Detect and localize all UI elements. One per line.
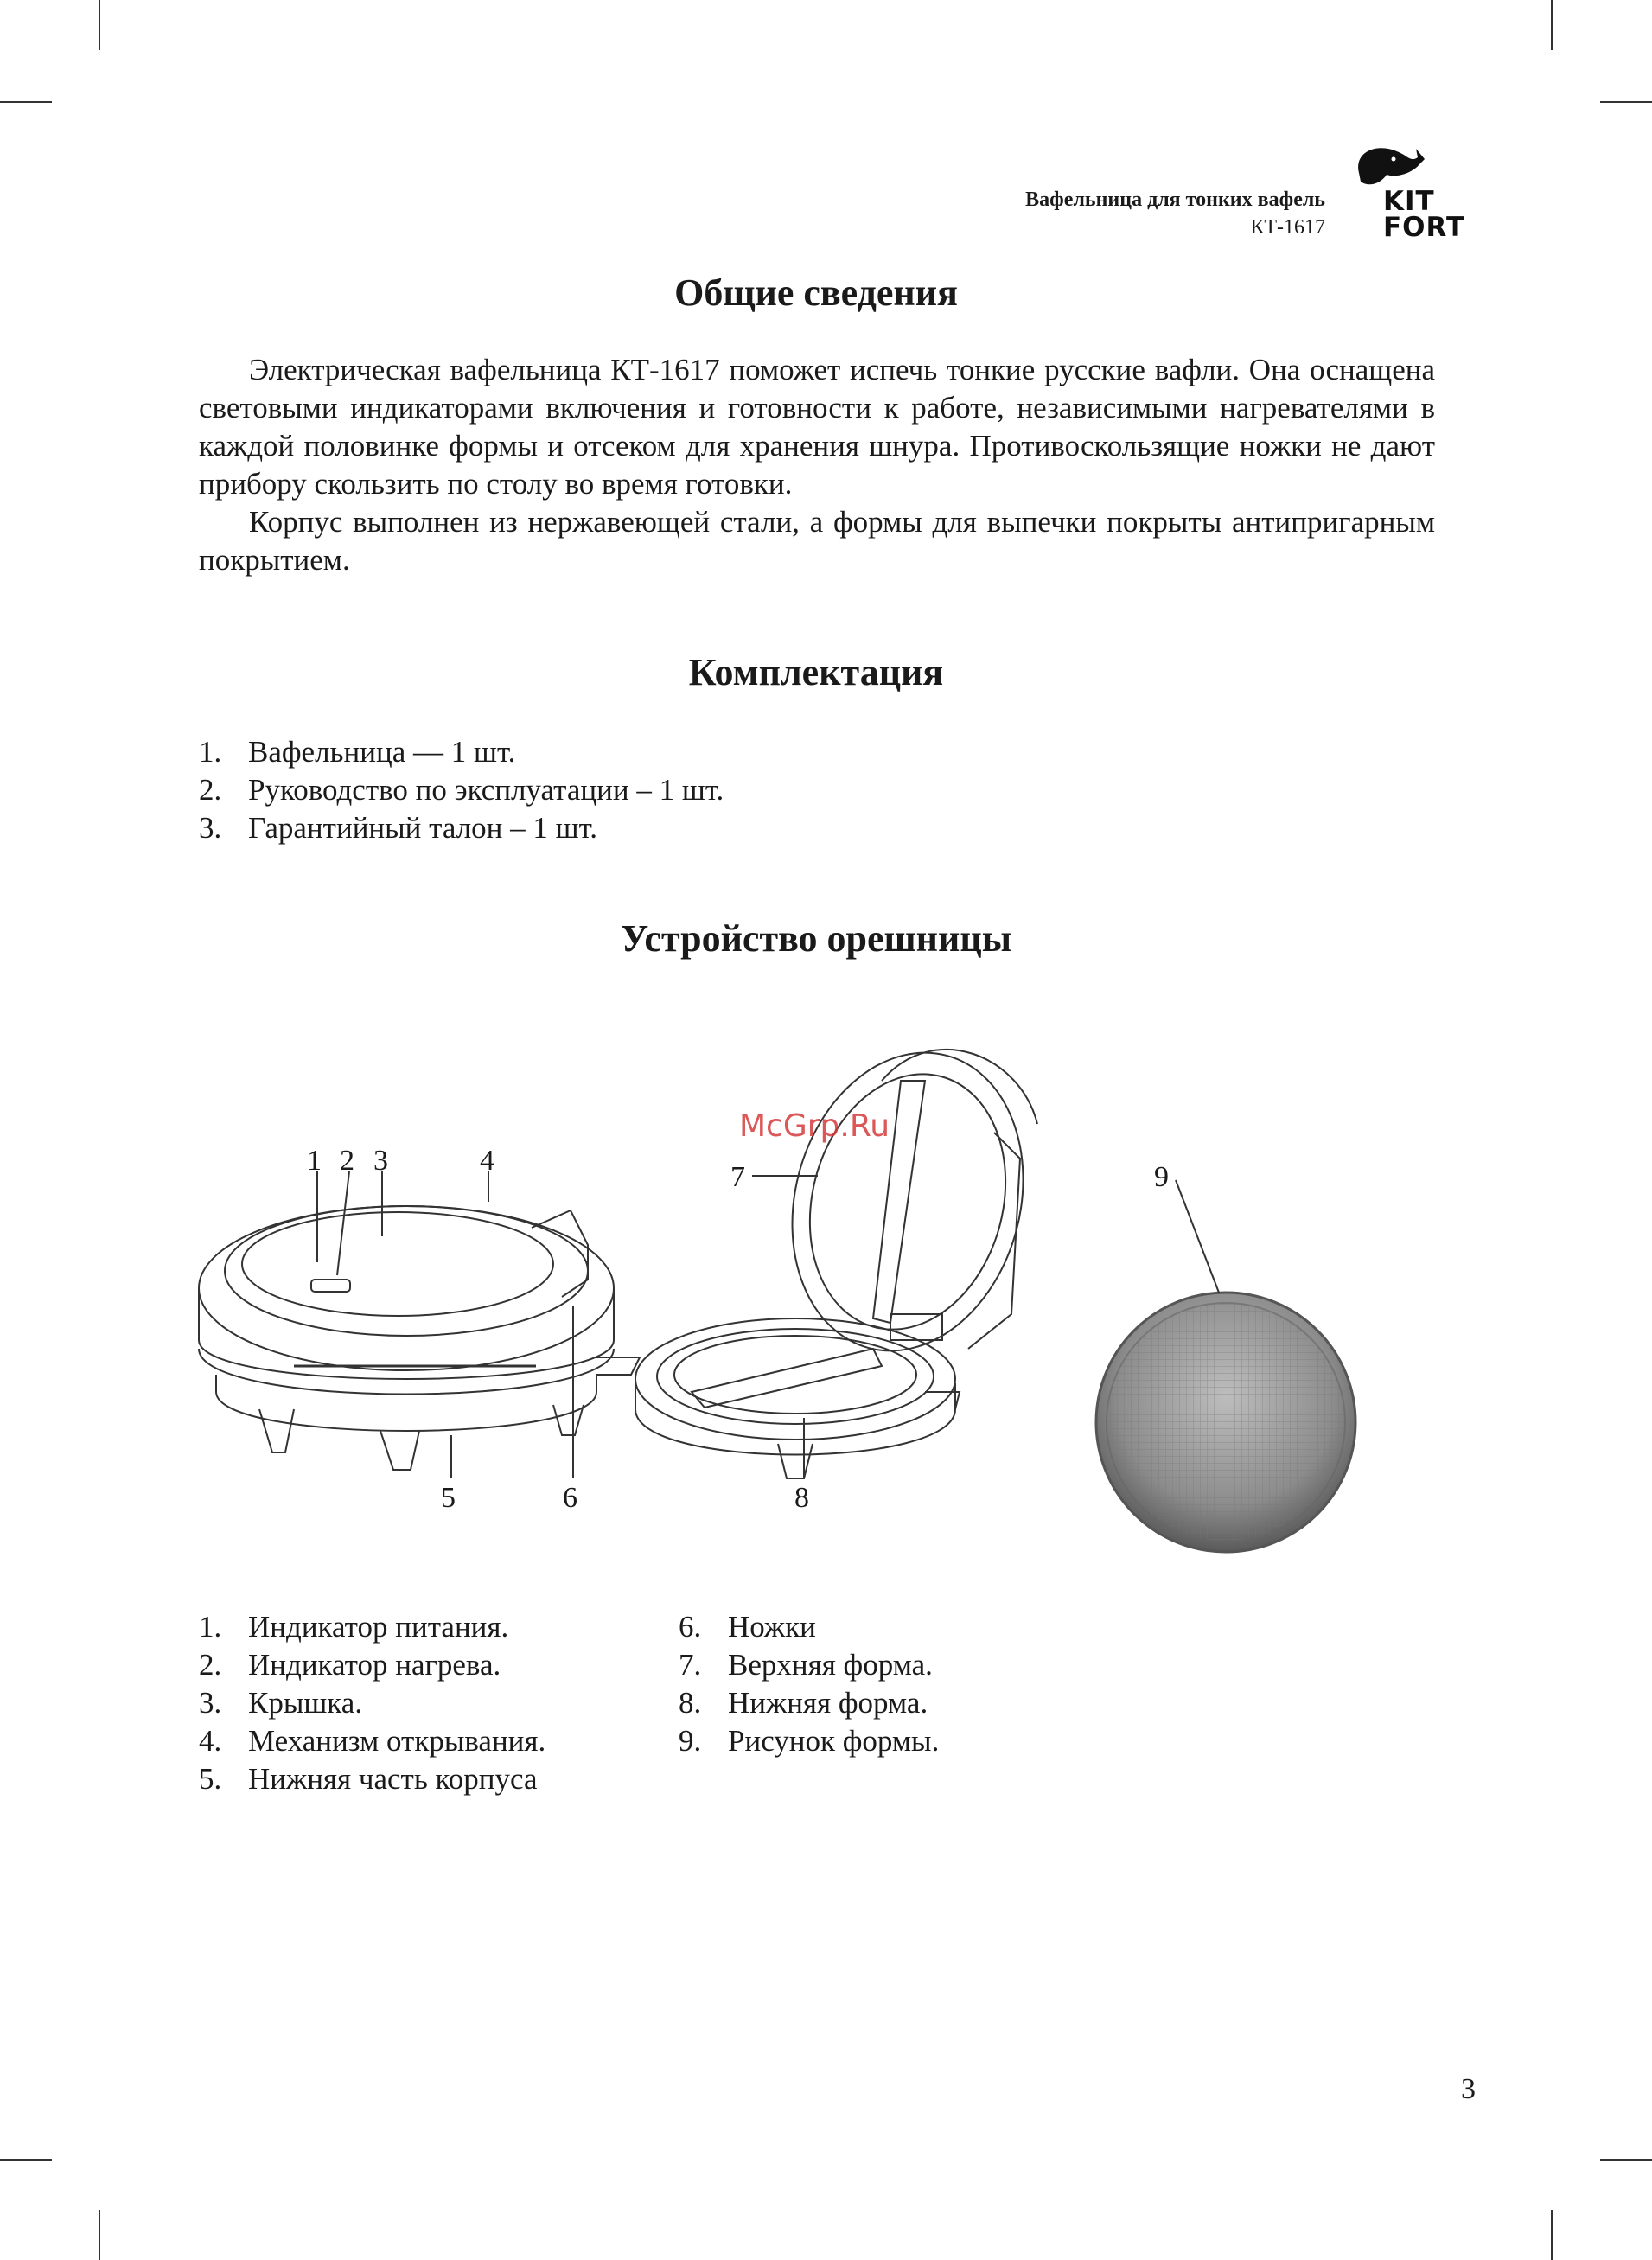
callout-9: 9 <box>1154 1161 1169 1193</box>
paragraph: Электрическая вафельница КТ-1617 поможет испечь тонкие русские вафли. Она оснащена световыми индикаторами включения и готовности к работе, независимыми нагревателями в каждой половинке формы и отсеком для хранения шнура. Противоскользящие ножки не дают прибору скользить по столу во время готовки. <box>199 353 1435 501</box>
callout-2: 2 <box>340 1145 354 1177</box>
crop-mark <box>1551 0 1553 50</box>
legend-item: 8. Нижняя форма. <box>679 1686 928 1720</box>
model-number: КТ-1617 <box>1250 216 1325 239</box>
open-appliance-drawing <box>635 1026 1056 1478</box>
list-item: 1. Вафельница — 1 шт. <box>199 735 516 769</box>
legend-item: 9. Рисунок формы. <box>679 1724 940 1758</box>
callout-8: 8 <box>794 1482 809 1514</box>
section-heading-kit: Комплектация <box>688 651 944 693</box>
crop-mark <box>99 2210 100 2260</box>
document-title: Вафельница для тонких вафель <box>1025 188 1325 211</box>
callout-3: 3 <box>373 1145 388 1177</box>
paragraph: Корпус выполнен из нержавеющей стали, а формы для выпечки покрыты антипригарным покрытием. <box>199 505 1435 577</box>
logo-text: KIT FORT <box>1383 186 1466 243</box>
waffle-plate-drawing <box>1096 1293 1355 1552</box>
legend-item: 1. Индикатор питания. <box>199 1610 509 1644</box>
device-diagram <box>190 986 1452 1556</box>
crop-mark <box>0 101 52 103</box>
legend-item: 6. Ножки <box>679 1610 816 1644</box>
callout-5: 5 <box>441 1482 456 1514</box>
crop-mark <box>0 2159 52 2161</box>
legend-item: 7. Верхняя форма. <box>679 1648 933 1682</box>
legend-item: 4. Механизм открывания. <box>199 1724 546 1758</box>
watermark: McGrp.Ru <box>739 1108 890 1144</box>
callout-7: 7 <box>730 1161 745 1193</box>
general-text <box>199 351 1435 579</box>
leader-lines <box>317 1171 1219 1478</box>
legend-left <box>199 1608 545 1798</box>
crop-mark <box>1551 2210 1553 2260</box>
crop-mark <box>1600 101 1652 103</box>
page-number: 3 <box>1461 2073 1476 2105</box>
callout-1: 1 <box>307 1145 322 1177</box>
list-item: 2. Руководство по эксплуатации – 1 шт. <box>199 773 724 807</box>
legend-item: 3. Крышка. <box>199 1686 363 1720</box>
list-item: 3. Гарантийный талон – 1 шт. <box>199 811 598 845</box>
callout-6: 6 <box>563 1482 577 1514</box>
legend-item: 5. Нижняя часть корпуса <box>199 1762 538 1796</box>
callout-4: 4 <box>480 1145 494 1177</box>
section-heading-device: Устройство орешницы <box>620 917 1012 960</box>
crop-mark <box>99 0 100 50</box>
legend-item: 2. Индикатор нагрева. <box>199 1648 501 1682</box>
crop-mark <box>1600 2159 1652 2161</box>
section-heading-general: Общие сведения <box>674 271 958 314</box>
legend-right <box>679 1608 939 1760</box>
kit-list <box>199 733 724 847</box>
